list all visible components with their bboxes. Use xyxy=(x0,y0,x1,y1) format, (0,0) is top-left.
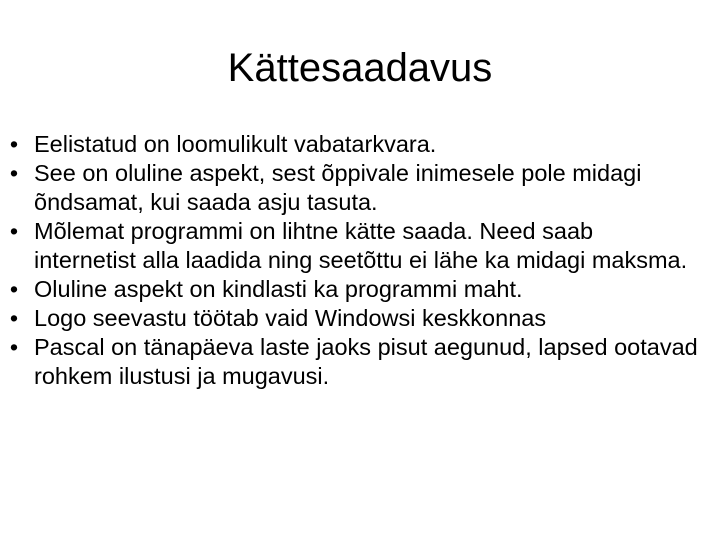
slide-title: Kättesaadavus xyxy=(227,46,493,90)
bullet-item xyxy=(0,304,720,333)
bullet-icon: • xyxy=(9,334,19,360)
bullet-text: Logo seevastu töötab vaid Windowsi keskkonnas xyxy=(34,305,547,331)
bullet-icon: • xyxy=(9,276,19,302)
bullet-icon: • xyxy=(9,305,19,331)
bullet-item xyxy=(0,333,720,391)
bullet-item xyxy=(0,130,720,159)
bullet-text: Pascal on tänapäeva laste jaoks pisut aegunud, lapsed ootavad rohkem ilustusi ja mugavusi. xyxy=(34,334,698,389)
bullet-icon: • xyxy=(9,160,19,186)
bullet-item xyxy=(0,159,720,217)
bullet-text: Mõlemat programmi on lihtne kätte saada. Need saab internetist alla laadida ning seetõttu ei lähe ka midagi maksma. xyxy=(34,218,688,273)
bullet-text: Eelistatud on loomulikult vabatarkvara. xyxy=(34,131,437,157)
bullet-item xyxy=(0,217,720,275)
bullet-icon: • xyxy=(9,218,19,244)
bullet-text: Oluline aspekt on kindlasti ka programmi maht. xyxy=(34,276,523,302)
bullet-icon: • xyxy=(9,131,19,157)
bullet-item xyxy=(0,275,720,304)
bullet-list xyxy=(0,130,720,391)
bullet-text: See on oluline aspekt, sest õppivale inimesele pole midagi õndsamat, kui saada asju tasuta. xyxy=(34,160,642,215)
